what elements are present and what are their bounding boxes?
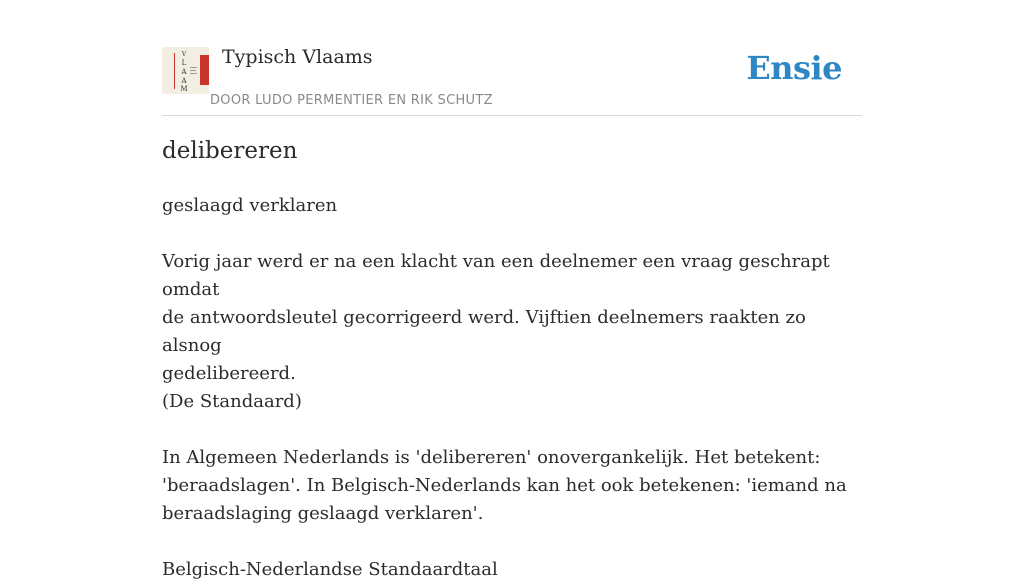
svg-text:L: L	[181, 59, 187, 67]
book-cover-icon	[162, 47, 209, 94]
entry-definition: geslaagd verklaren	[162, 195, 338, 216]
dictionary-logo[interactable]	[162, 47, 209, 94]
header	[162, 0, 862, 116]
explanation-line: 'beraadslagen'. In Belgisch-Nederlands kan het ook betekenen: 'iemand na	[162, 475, 847, 496]
svg-text:M: M	[180, 85, 188, 93]
example-line: gedelibereerd.	[162, 363, 296, 384]
authors-byline: DOOR LUDO PERMENTIER EN RIK SCHUTZ	[210, 93, 493, 108]
spacer	[162, 220, 862, 248]
language-label: Belgisch-Nederlandse Standaardtaal	[162, 559, 498, 580]
svg-text:A: A	[181, 68, 187, 76]
explanation-line: beraadslaging geslaagd verklaren'.	[162, 503, 484, 524]
svg-text:V: V	[181, 51, 187, 58]
spacer	[162, 528, 862, 556]
entry-body	[162, 192, 862, 584]
svg-text:A: A	[181, 77, 187, 85]
example-line: de antwoordsleutel gecorrigeerd werd. Vijftien deelnemers raakten zo alsnog	[162, 307, 806, 356]
spacer	[162, 416, 862, 444]
ensie-logo-link[interactable]: Ensie	[746, 49, 842, 87]
example-line: Vorig jaar werd er na een klacht van een deelnemer een vraag geschrapt omdat	[162, 251, 830, 300]
page-container	[162, 0, 862, 580]
example-source: (De Standaard)	[162, 391, 302, 412]
explanation-line: In Algemeen Nederlands is 'delibereren' onovergankelijk. Het betekent:	[162, 447, 821, 468]
entry-term: delibereren	[162, 138, 298, 164]
dictionary-title[interactable]: Typisch Vlaams	[222, 46, 373, 68]
